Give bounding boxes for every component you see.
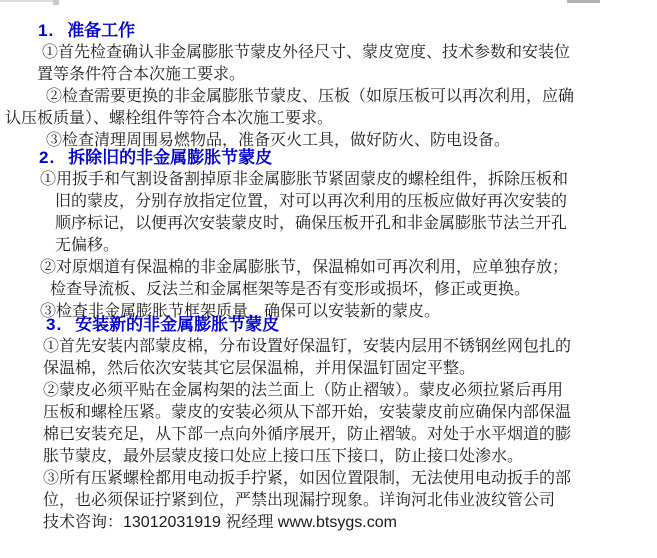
- section-title: 拆除旧的非金属膨胀节蒙皮: [68, 148, 273, 167]
- screen-artifact-notch: [53, 0, 59, 5]
- text-line: ①首先检查确认非金属膨胀节蒙皮外径尺寸、蒙皮宽度、技术参数和安装位: [42, 44, 571, 61]
- section-title: 安装新的非金属膨胀节蒙皮: [75, 315, 280, 334]
- section-heading: [0, 314, 657, 336]
- text-line: 棉已安装充足，从下部一点向外循序展开，防止褶皱。对处于水平烟道的膨: [43, 426, 572, 443]
- text-line: 位，也必须保证拧紧到位，严禁出现漏拧现象。详询河北伟业波纹管公司: [43, 492, 556, 509]
- screen-artifact-left: [0, 0, 54, 2]
- text-line: 压板和螺栓压紧。蒙皮的安装必须从下部开始，安装蒙皮前应确保内部保温: [43, 404, 572, 421]
- section-number: 3.: [46, 315, 63, 334]
- section-number: 1.: [38, 21, 55, 40]
- section-1: [0, 20, 657, 152]
- text-line: ②对原烟道有保温棉的非金属膨胀节，保温棉如可再次利用，应单独存放；: [40, 259, 569, 276]
- screen-artifact-right: [567, 0, 600, 3]
- text-line: 技术咨询：13012031919 祝经理 www.btsygs.com: [43, 514, 397, 531]
- section-heading: [0, 147, 657, 169]
- text-line: ③检查非金属膨胀节框架质量，确保可以安装新的蒙皮。: [40, 303, 441, 320]
- section-number: 2.: [39, 148, 56, 167]
- text-line: 检查导流板、反法兰和金属框架等是否有变形或损坏，修正或更换。: [50, 281, 531, 298]
- text-line: ①首先安装内部蒙皮棉，分布设置好保温钉，安装内层用不锈钢丝网包扎的: [43, 338, 572, 355]
- section-2: [0, 147, 657, 323]
- text-line: 顺序标记，以便再次安装蒙皮时，确保压板开孔和非金属膨胀节法兰开孔: [55, 215, 568, 232]
- text-line: ①用扳手和气割设备割掉原非金属膨胀节紧固蒙皮的螺栓组件，拆除压板和: [40, 171, 569, 188]
- text-line: 旧的蒙皮，分别存放指定位置，对可以再次利用的压板应做好再次安装的: [55, 193, 568, 210]
- text-line: ③所有压紧螺栓都用电动扳手拧紧，如因位置限制，无法使用电动扳手的部: [43, 470, 572, 487]
- text-line: ②检查需要更换的非金属膨胀节蒙皮、压板（如原压板可以再次利用，应确: [46, 88, 575, 105]
- text-line: ②蒙皮必须平贴在金属构架的法兰面上（防止褶皱）。蒙皮必须拉紧后再用: [43, 382, 564, 399]
- section-3: [0, 314, 657, 534]
- text-line: 认压板质量）、螺栓组件等符合本次施工要求。: [5, 110, 334, 127]
- section-heading: [0, 20, 657, 42]
- section-title: 准备工作: [67, 21, 136, 40]
- text-line: 胀节蒙皮，最外层蒙皮接口处应上接口压下接口，防止接口处渗水。: [43, 448, 524, 465]
- text-line: 无偏移。: [55, 237, 120, 254]
- text-line: 置等条件符合本次施工要求。: [37, 66, 246, 83]
- text-line: ③检查清理周围易燃物品，准备灭火工具，做好防火、防电设备。: [46, 132, 511, 149]
- text-line: 保温棉，然后依次安装其它层保温棉，并用保温钉固定平整。: [43, 360, 476, 377]
